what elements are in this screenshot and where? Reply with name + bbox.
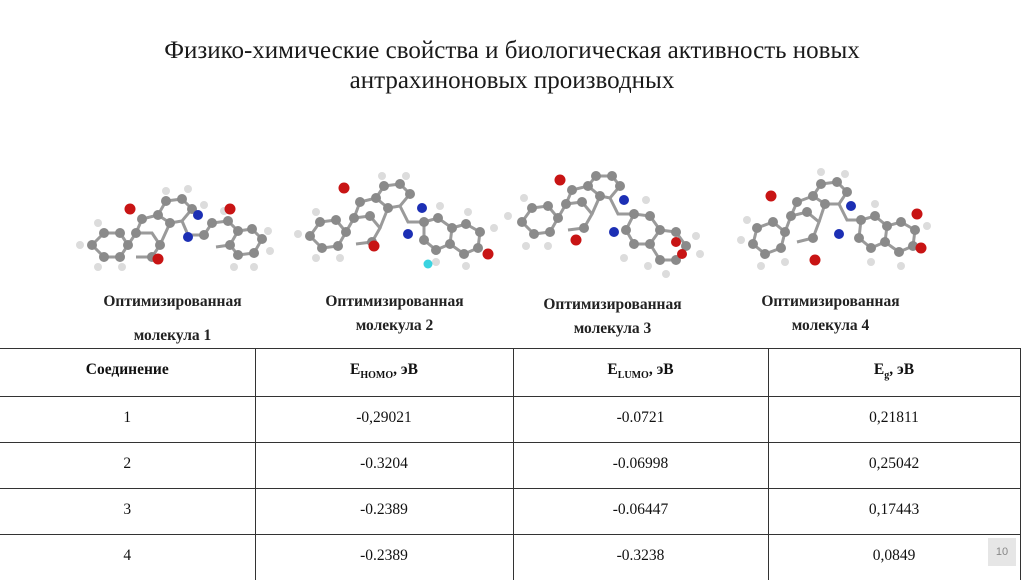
energy-table — [0, 348, 1021, 580]
cell-compound: 1 — [0, 397, 255, 443]
cell-eg: 0,25042 — [768, 443, 1020, 489]
caption-line: Оптимизированная — [70, 290, 275, 314]
cell-lumo: -0.06998 — [513, 443, 768, 489]
table-row — [0, 489, 1020, 535]
cell-homo: -0.3204 — [255, 443, 513, 489]
cell-lumo: -0.06447 — [513, 489, 768, 535]
title-line-2: антрахиноновых производных — [0, 66, 1024, 96]
molecule-4-image — [735, 170, 945, 285]
caption-line: Оптимизированная — [510, 293, 715, 317]
molecule-2-image — [290, 170, 505, 285]
table-header-row — [0, 349, 1020, 397]
caption-line: Оптимизированная — [728, 290, 933, 314]
table-row — [0, 397, 1020, 443]
cell-lumo: -0.0721 — [513, 397, 768, 443]
table-row — [0, 535, 1020, 580]
table-row — [0, 443, 1020, 489]
cell-homo: -0,29021 — [255, 397, 513, 443]
molecule-3-caption — [510, 293, 715, 341]
caption-line: молекула 1 — [70, 324, 275, 348]
molecule-4-caption — [728, 290, 933, 338]
cell-eg: 0,17443 — [768, 489, 1020, 535]
cell-homo: -0.2389 — [255, 489, 513, 535]
caption-line: молекула 4 — [728, 314, 933, 338]
slide-number: 10 — [988, 538, 1016, 566]
cell-homo: -0.2389 — [255, 535, 513, 580]
header-lumo: $E_{LUMO}$, эВ — [513, 349, 768, 397]
cell-compound: 4 — [0, 535, 255, 580]
cell-lumo: -0.3238 — [513, 535, 768, 580]
header-eg: $E_g$, эВ — [768, 349, 1020, 397]
title-line-1: Физико-химические свойства и биологическая активность новых — [0, 36, 1024, 66]
caption-line: молекула 3 — [510, 317, 715, 341]
slide-title — [0, 36, 1024, 96]
molecule-1-caption — [70, 290, 275, 348]
molecule-3-image — [500, 170, 715, 290]
cell-compound: 2 — [0, 443, 255, 489]
header-compound: Соединение — [0, 349, 255, 397]
molecule-2-caption — [292, 290, 497, 338]
molecule-1-image — [70, 175, 280, 290]
cell-eg: 0,0849 — [768, 535, 1020, 580]
cell-eg: 0,21811 — [768, 397, 1020, 443]
caption-line: Оптимизированная — [292, 290, 497, 314]
cell-compound: 3 — [0, 489, 255, 535]
caption-line: молекула 2 — [292, 314, 497, 338]
header-homo: $E_{HOMO}$, эВ — [255, 349, 513, 397]
